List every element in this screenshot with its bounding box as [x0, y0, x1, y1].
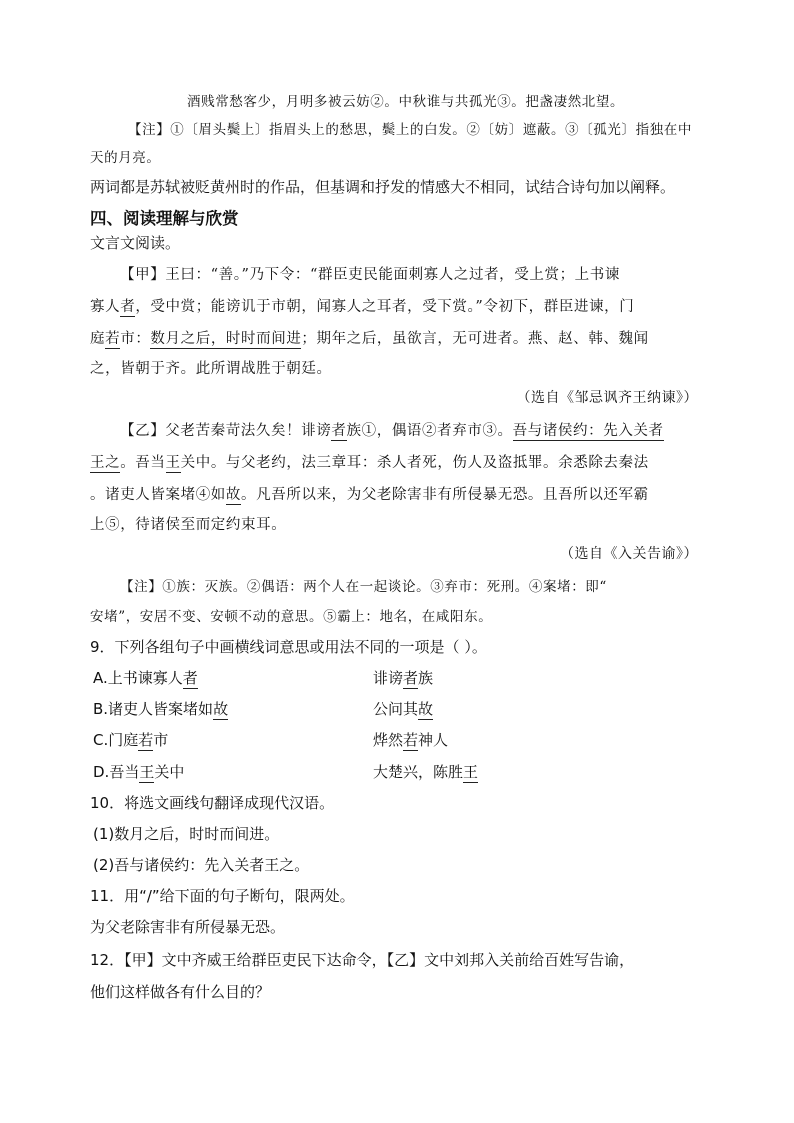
q10-stem: 10．将选文画线句翻译成现代汉语。 — [90, 794, 335, 812]
q9-option-d-left: D.吾当王关中 — [93, 763, 185, 781]
q11-stem: 11．用“/”给下面的句子断句，限两处。 — [90, 887, 355, 905]
poem-note-line-2: 天的月亮。 — [90, 150, 161, 166]
q9-option-b-right: 公问其故 — [373, 700, 434, 718]
q9-option-c-right: 烨然若神人 — [373, 731, 449, 749]
yi-line-2: 王之。吾当王关中。与父老约，法三章耳：杀人者死，伤人及盗抵罪。余悉除去秦法 — [90, 455, 649, 471]
yi-note-line-1: 【注】①族：灭族。②偶语：两个人在一起谈论。③弃市：死刑。④案堵：即“ — [120, 579, 607, 595]
q12-line-1: 12．【甲】文中齐威王给群臣吏民下达命令，【乙】文中刘邦入关前给百姓写告谕， — [90, 951, 635, 969]
q9-option-d-right: 大楚兴，陈胜王 — [373, 763, 479, 781]
underlined-sentence: 吾与诸侯约：先入关者 — [512, 423, 664, 439]
section-heading: 四、阅读理解与欣赏 — [90, 209, 239, 228]
q9-option-a-right: 诽谤者族 — [373, 669, 434, 687]
underlined-word: 王 — [165, 455, 181, 471]
underlined-word: 者 — [331, 423, 347, 439]
q9-option-a-left: A.上书谏寡人者 — [93, 669, 198, 687]
jia-line-4: 之，皆朝于齐。此所谓战胜于朝廷。 — [90, 361, 332, 377]
yi-source: （选自《入关告谕》） — [560, 546, 698, 562]
jia-line-1: 【甲】王曰：“善。”乃下令：“群臣吏民能面刺寡人之过者，受上赏；上书谏 — [120, 267, 620, 283]
jia-source: （选自《邹忌讽齐王纳谏》） — [516, 390, 698, 406]
underlined-word: 故 — [225, 487, 242, 503]
underlined-sentence: 数月之后，时时而间进 — [150, 331, 302, 347]
q9-option-b-left: B.诸吏人皆案堵如故 — [93, 700, 229, 718]
yi-line-1: 【乙】父老苦秦苛法久矣！诽谤者族①，偶语②者弃市③。吾与诸侯约：先入关者 — [120, 423, 664, 439]
yi-line-4: 上⑤，待诸侯至而定约束耳。 — [90, 517, 287, 533]
q9-option-c-left: C.门庭若市 — [93, 731, 169, 749]
q10-sentence-2: (2)吾与诸侯约：先入关者王之。 — [93, 856, 310, 874]
jia-line-3: 庭若市：数月之后，时时而间进；期年之后，虽欲言，无可进者。燕、赵、韩、魏闻 — [90, 331, 649, 347]
q12-line-2: 他们这样做各有什么目的？ — [90, 983, 271, 1001]
underlined-sentence: 王之 — [90, 455, 121, 471]
yi-note-line-2: 安堵”，安居不变、安顿不动的意思。⑤霸上：地名，在咸阳东。 — [90, 609, 493, 625]
jia-line-2: 寡人者，受中赏；能谤讥于市朝，闻寡人之耳者，受下赏。”令初下，群臣进谏，门 — [90, 299, 635, 315]
poem-line: 酒贱常愁客少，月明多被云妨②。中秋谁与共孤光③。把盏凄然北望。 — [187, 94, 625, 110]
q10-sentence-1: (1)数月之后，时时而间进。 — [93, 825, 280, 843]
q9-stem: 9．下列各组句子中画横线词意思或用法不同的一项是（ ）。 — [90, 638, 487, 656]
poem-note-line-1: 【注】①〔眉头鬓上〕指眉头上的愁思，鬓上的白发。②〔妨〕遮蔽。③〔孤光〕指独在中 — [128, 122, 692, 138]
question-compare: 两词都是苏轼被贬黄州时的作品，但基调和抒发的情感大不相同，试结合诗句加以阐释。 — [90, 178, 676, 196]
underlined-word: 若 — [105, 331, 121, 347]
underlined-word: 者 — [120, 299, 136, 315]
yi-line-3: 。诸吏人皆案堵④如故。凡吾所以来，为父老除害非有所侵暴无恐。且吾所以还军霸 — [90, 487, 649, 503]
section-intro: 文言文阅读。 — [90, 234, 181, 252]
q11-sentence: 为父老除害非有所侵暴无恐。 — [90, 918, 286, 936]
